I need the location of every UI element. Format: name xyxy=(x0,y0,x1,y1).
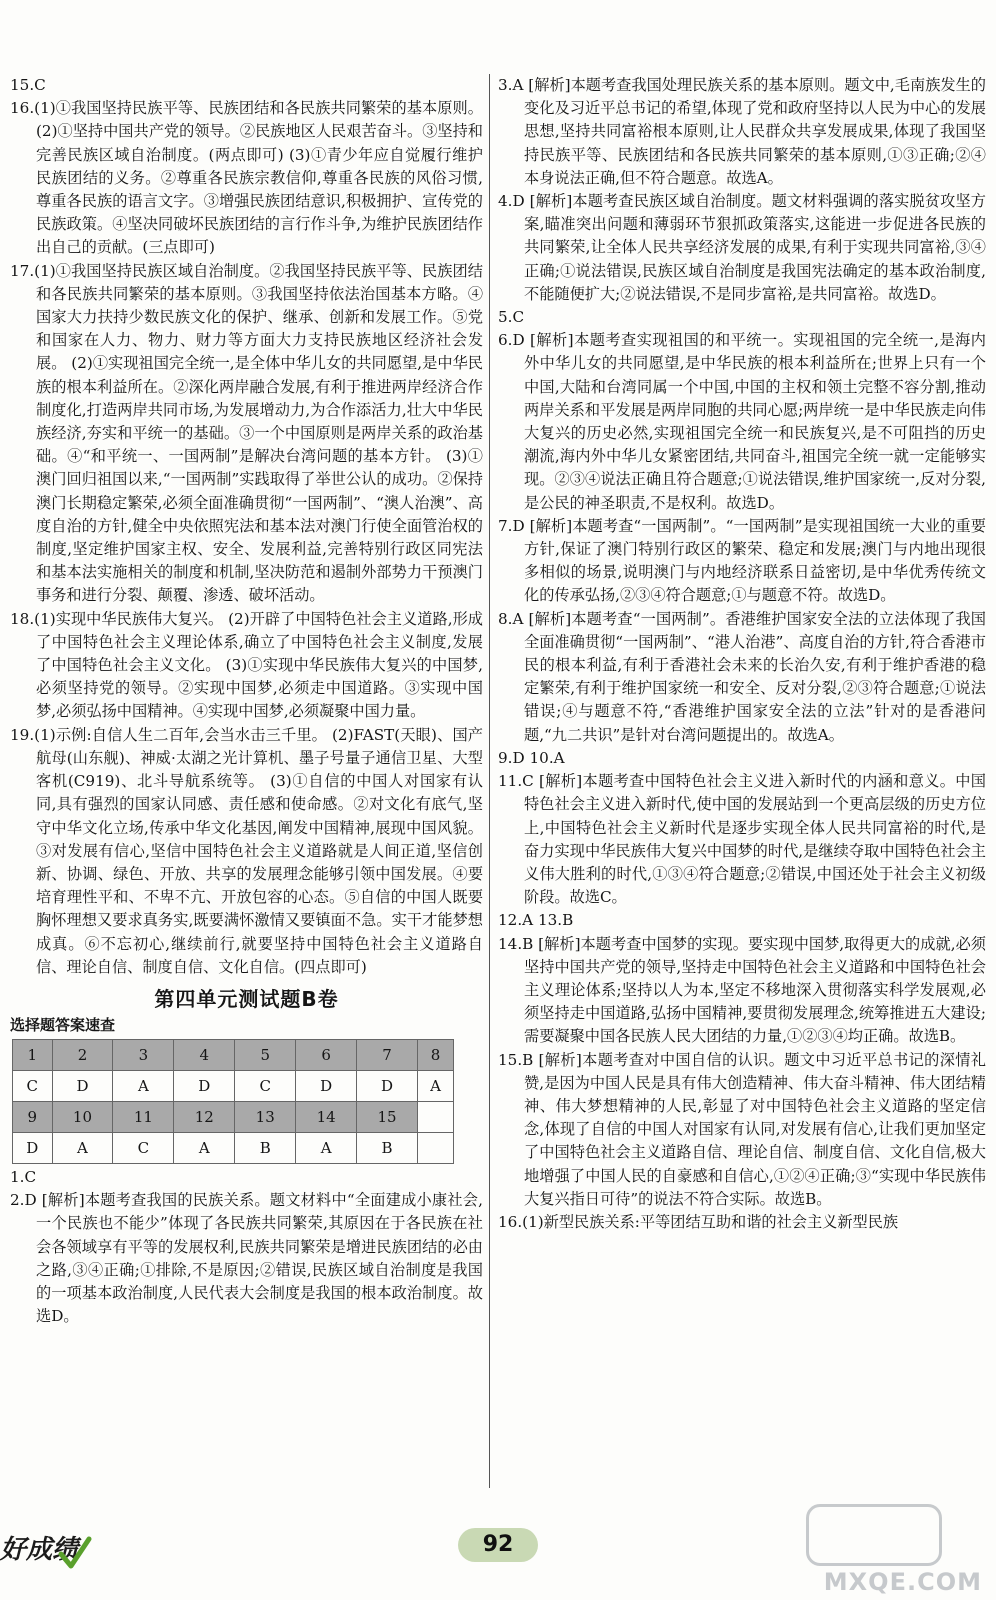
table-cell: D xyxy=(296,1070,357,1101)
table-cell: 7 xyxy=(357,1039,418,1070)
answer-17: 17.(1)①我国坚持民族区域自治制度。②我国坚持民族平等、民族团结和各民族共同繁荣的基本原则。③我国坚持依法治国基本方略。④国家大力扶持少数民族文化的保护、继承、创新和发展工作。⑤党和国家在人力、物力、财力等方面大力支持民族地区经济社会发展。 (2)①实现祖国完全统一,是全体中华儿女的共同愿望,是中华民族的根本利益所在。②深化两岸融合发展,有利于推进两岸经济合作制度化,打造两岸共同市场,为发展增动力,为合作添活力,壮大中华民族经济,夯实和平统一的基础。③一个中国原则是两岸关系的政治基础。④“和平统一、一国两制”是解决台湾问题的基本方针。 (3)①澳门回归祖国以来,“一国两制”实践取得了举世公认的成功。②保持澳门长期稳定繁荣,必须全面准确贯彻“一国两制”、“澳人治澳”、高度自治的方针,健全中央依照宪法和基本法对澳门行使全面管治权的制度,坚定维护国家主权、安全、发展利益,完善特别行政区同宪法和基本法实施相关的制度和机制,坚决防范和遏制外部势力干预澳门事务和进行分裂、颠覆、渗透、破坏活动。 xyxy=(10,261,483,605)
right-column xyxy=(498,74,986,1234)
left-column xyxy=(10,74,483,1328)
table-cell: B xyxy=(235,1132,296,1163)
table-cell: D xyxy=(13,1132,53,1163)
answer-b-8: 8.A [解析]本题考查“一国两制”。香港维护国家安全法的立法体现了我国全面准确贯彻“一国两制”、“港人治港”、高度自治的方针,符合香港市民的根本利益,有利于香港社会未来的长治久安,有利于维护香港的稳定繁荣,有利于维护国家统一和安全、反对分裂,②③符合题意;①说法错误;④与题意不符,“香港维护国家安全法的立法”针对的是香港问题,“九二共识”是针对台湾问题提出的。故选A。 xyxy=(498,609,986,744)
answer-b-5: 5.C xyxy=(498,308,525,327)
table-cell: C xyxy=(113,1132,174,1163)
table-cell: 6 xyxy=(296,1039,357,1070)
answer-table-title: 选择题答案速查 xyxy=(10,1015,116,1034)
table-cell: 10 xyxy=(52,1101,113,1132)
brand-logo-text: 好成绩 xyxy=(0,1535,79,1565)
table-cell: 5 xyxy=(235,1039,296,1070)
table-cell-empty xyxy=(418,1101,454,1132)
table-cell: 11 xyxy=(113,1101,174,1132)
watermark-badge-icon xyxy=(806,1504,942,1566)
answer-19: 19.(1)示例:自信人生二百年,会当水击三千里。 (2)FAST(天眼)、国产航母(山东舰)、神威·太湖之光计算机、墨子号量子通信卫星、大型客机(C919)、北斗导航系统等。 (3)①自信的中国人对国家有认同,具有强烈的国家认同感、责任感和使命感。②对文化有底气,坚守中华文化立场,传承中华文化基因,阐发中国精神,展现中国风貌。③对发展有信心,坚信中国特色社会主义道路就是人间正道,坚信创新、协调、绿色、开放、共享的发展理念能够引领中国发展。④要培育理性平和、不卑不亢、开放包容的心态。⑤自信的中国人既要胸怀理想又要求真务实,既要满怀激情又要镇面不急。实干才能梦想成真。⑥不忘初心,继续前行,就要坚持中国特色社会主义道路自信、理论自信、制度自信、文化自信。(四点即可) xyxy=(10,725,483,976)
table-cell: 4 xyxy=(174,1039,235,1070)
section-title: 第四单元测试题B卷 xyxy=(154,986,339,1011)
answer-b-16: 16.(1)新型民族关系:平等团结互助和谐的社会主义新型民族 xyxy=(498,1212,899,1231)
table-cell: D xyxy=(357,1070,418,1101)
answer-15: 15.C xyxy=(10,76,46,94)
table-row xyxy=(13,1132,454,1163)
table-cell: 13 xyxy=(235,1101,296,1132)
table-cell: 12 xyxy=(174,1101,235,1132)
watermark xyxy=(792,1504,982,1596)
table-cell: A xyxy=(418,1070,454,1101)
page-footer xyxy=(0,1500,996,1600)
answer-b-3: 3.A [解析]本题考查我国处理民族关系的基本原则。题文中,毛南族发生的变化及习近平总书记的希望,体现了党和政府坚持以人民为中心的发展思想,坚持共同富裕根本原则,让人民群众共享发展成果,体现了我国坚持民族平等、民族团结和各民族共同繁荣的基本原则,①③正确;②④本身说法正确,但不符合题意。故选A。 xyxy=(498,76,986,187)
table-cell: 2 xyxy=(52,1039,113,1070)
table-row xyxy=(13,1101,454,1132)
page-number: 92 xyxy=(458,1528,538,1562)
answer-b-15: 15.B [解析]本题考查对中国自信的认识。题文中习近平总书记的深情礼赞,是因为中国人民是具有伟大创造精神、伟大奋斗精神、伟大团结精神、伟大梦想精神的人民,彰显了对中国特色社会主义道路的坚定信念,体现了自信的中国人对国家有认同,对发展有信心,让我们更加坚定了中国特色社会主义道路自信、理论自信、制度自信、文化自信,极大地增强了中国人民的自豪感和自信心,①②④正确;③“实现中华民族伟大复兴指日可待”的说法不符合实际。故选B。 xyxy=(498,1050,986,1208)
answer-18: 18.(1)实现中华民族伟大复兴。 (2)开辟了中国特色社会主义道路,形成了中国特色社会主义理论体系,确立了中国特色社会主义制度,发展了中国特色社会主义文化。 (3)①实现中华民族伟大复兴的中国梦,必须坚持党的领导。②实现中国梦,必须走中国道路。③实现中国梦,必须弘扬中国精神。④实现中国梦,必须凝聚中国力量。 xyxy=(10,609,483,721)
answer-b-9-10: 9.D 10.A xyxy=(498,748,565,767)
checkmark-icon xyxy=(58,1536,92,1570)
answer-b-4: 4.D [解析]本题考查民族区域自治制度。题文材料强调的落实脱贫攻坚方案,瞄准突出问题和薄弱环节狠抓政策落实,这能进一步促进各民族的共同繁荣,让全体人民共享经济发展的成果,有利于实现共同富裕,③④正确;①说法错误,民族区域自治制度是我国宪法确定的基本政治制度,不能随便扩大;②说法错误,不是同步富裕,是共同富裕。故选D。 xyxy=(498,192,986,303)
table-row xyxy=(13,1039,454,1070)
column-divider xyxy=(489,74,490,1488)
answer-b-6: 6.D [解析]本题考查实现祖国的和平统一。实现祖国的完全统一,是海内外中华儿女的共同愿望,是中华民族的根本利益所在;世界上只有一个中国,大陆和台湾同属一个中国,中国的主权和领土完整不容分割,推动两岸关系和平发展是两岸同胞的共同心愿;两岸统一是中华民族走向伟大复兴的历史必然,实现祖国完全统一和民族复兴,是不可阻挡的历史潮流,海内外中华儿女紧密团结,共同奋斗,祖国完全统一就一定能够实现。②③④说法正确且符合题意;①说法错误,维护国家统一,反对分裂,是公民的神圣职责,不是权利。故选D。 xyxy=(498,331,986,512)
answer-b-12-13: 12.A 13.B xyxy=(498,911,574,930)
answer-16: 16.(1)①我国坚持民族平等、民族团结和各民族共同繁荣的基本原则。 (2)①坚持中国共产党的领导。②民族地区人民艰苦奋斗。③坚持和完善民族区域自治制度。(两点即可) (3)①青少年应自觉履行维护民族团结的义务。②尊重各民族宗教信仰,尊重各民族的风俗习惯,尊重各民族的语言文字。③增强民族团结意识,积极拥护、宣传党的民族政策。④坚决同破坏民族团结的言行作斗争,为维护民族团结作出自己的贡献。(三点即可) xyxy=(10,99,483,257)
answer-b-11: 11.C [解析]本题考查中国特色社会主义进入新时代的内涵和意义。中国特色社会主义进入新时代,使中国的发展站到一个更高层级的历史方位上,中国特色社会主义新时代是逐步实现全体人民共同富裕的时代,是奋力实现中华民族伟大复兴中国梦的时代,是继续夺取中国特色社会主义伟大胜利的时代,①③④符合题意;②错误,中国还处于社会主义初级阶段。故选C。 xyxy=(498,772,986,907)
table-cell: A xyxy=(52,1132,113,1163)
answer-b-1: 1.C xyxy=(10,1167,37,1186)
table-cell: A xyxy=(296,1132,357,1163)
answer-b-14: 14.B [解析]本题考查中国梦的实现。要实现中国梦,取得更大的成就,必须坚持中国共产党的领导,坚持走中国特色社会主义道路和中国特色社会主义理论体系;坚持以人为本,坚定不移地深入贯彻落实科学发展观,必须坚持走中国道路,弘扬中国精神,要贯彻发展理念,统筹推进五大建设;需要凝聚中国各民族人民大团结的力量,①②③④均正确。故选B。 xyxy=(498,934,986,1046)
watermark-text: MXQE.COM xyxy=(823,1568,982,1596)
table-cell: D xyxy=(174,1070,235,1101)
table-cell: 8 xyxy=(418,1039,454,1070)
answer-table xyxy=(12,1039,454,1164)
table-cell: C xyxy=(235,1070,296,1101)
answer-b-2: 2.D [解析]本题考查我国的民族关系。题文材料中“全面建成小康社会,一个民族也不能少”体现了各民族共同繁荣,其原因在于各民族在社会各领域享有平等的发展权利,民族共同繁荣是增进民族团结的必由之路,③④正确;①排除,不是原因;②错误,民族区域自治制度是我国的一项基本政治制度,人民代表大会制度是我国的根本政治制度。故选D。 xyxy=(10,1191,483,1326)
table-cell: A xyxy=(174,1132,235,1163)
table-cell: C xyxy=(13,1070,53,1101)
table-cell: 3 xyxy=(113,1039,174,1070)
table-cell: 15 xyxy=(357,1101,418,1132)
table-cell: 9 xyxy=(13,1101,53,1132)
table-cell: 14 xyxy=(296,1101,357,1132)
table-cell: 1 xyxy=(13,1039,53,1070)
table-cell-empty xyxy=(418,1132,454,1163)
table-cell: B xyxy=(357,1132,418,1163)
table-row xyxy=(13,1070,454,1101)
table-cell: D xyxy=(52,1070,113,1101)
answer-b-7: 7.D [解析]本题考查“一国两制”。“一国两制”是实现祖国统一大业的重要方针,保证了澳门特别行政区的繁荣、稳定和发展;澳门与内地出现很多相似的场景,说明澳门与内地经济联系日益密切,是中华优秀传统文化的传承弘扬,②③④符合题意;①与题意不符。故选D。 xyxy=(498,516,986,605)
table-cell: A xyxy=(113,1070,174,1101)
